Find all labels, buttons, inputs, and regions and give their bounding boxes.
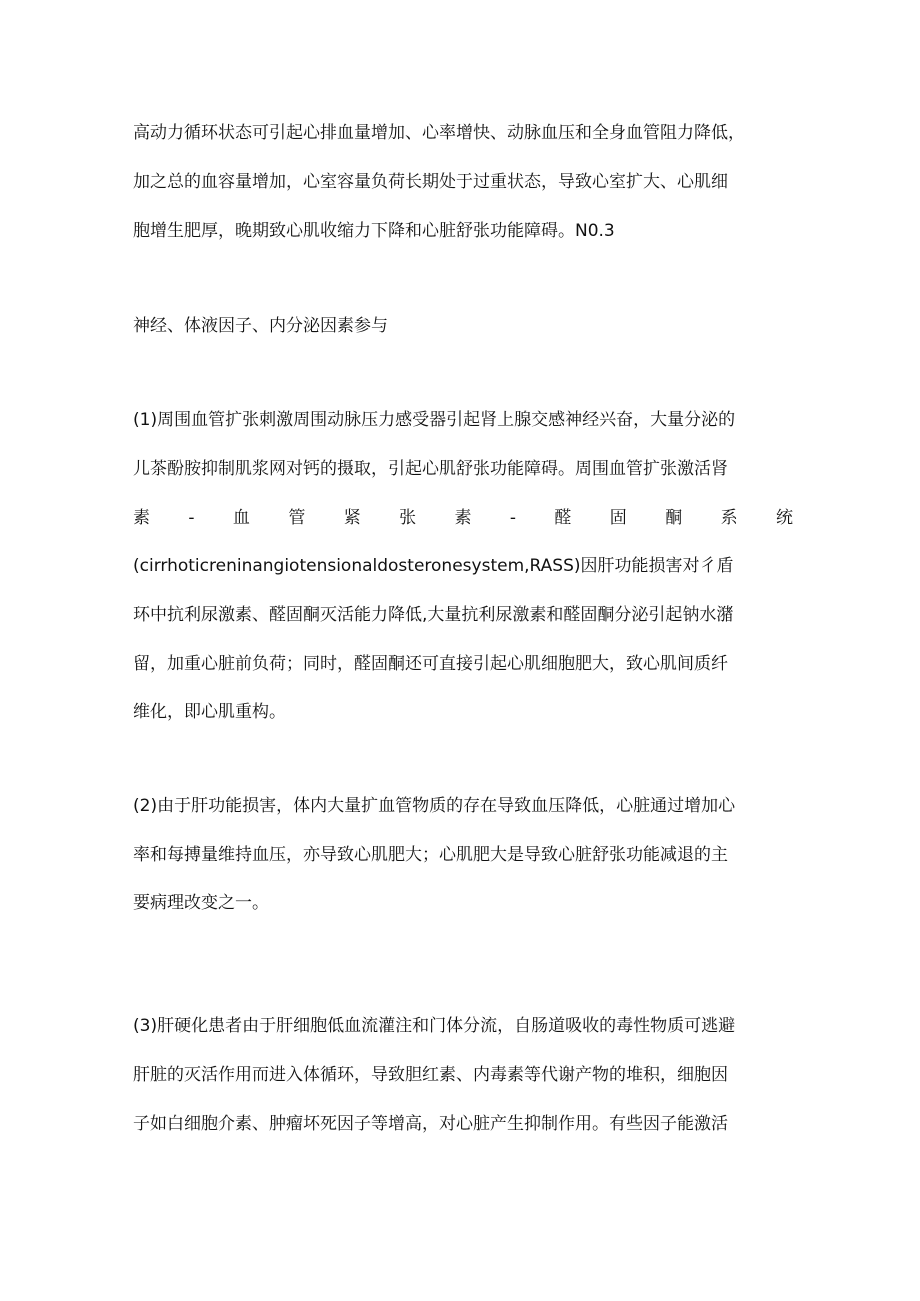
spread-char: 素 [454, 508, 472, 528]
paragraph-1-line-3: 胞增生肥厚，晚期致心肌收缩力下降和心脏舒张功能障碍。N0.3 [133, 221, 615, 241]
paragraph-4-line-3: 要病理改变之一。 [133, 893, 269, 913]
spread-char: 紧 [343, 508, 361, 528]
paragraph-3-line-1: (1)周围血管扩张刺激周围动脉压力感受器引起肾上腺交感神经兴奋，大量分泌的 [133, 410, 736, 430]
paragraph-1-line-2: 加之总的血容量增加，心室容量负荷长期处于过重状态，导致心室扩大、心肌细 [133, 172, 728, 192]
paragraph-3-line-4: 环中抗利尿激素、醛固酮灭活能力降低,大量抗利尿激素和醛固酮分泌引起钠水潴 [133, 605, 734, 625]
spread-char: 统 [775, 508, 793, 528]
spread-char: 系 [720, 508, 738, 528]
paragraph-4-line-1: (2)由于肝功能损害，体内大量扩血管物质的存在导致血压降低，心脏通过增加心 [133, 796, 736, 816]
spread-char: 张 [399, 508, 417, 528]
paragraph-5-line-2: 肝脏的灭活作用而进入体循环，导致胆红素、内毒素等代谢产物的堆积，细胞因 [133, 1065, 728, 1085]
paragraph-3-line-6: 维化，即心肌重构。 [133, 702, 286, 722]
paragraph-5-line-3: 子如白细胞介素、肿瘤坏死因子等增高，对心脏产生抑制作用。有些因子能激活 [133, 1114, 728, 1134]
spread-char: 管 [288, 508, 306, 528]
spread-char: 血 [232, 508, 250, 528]
paragraph-5-line-1: (3)肝硬化患者由于肝细胞低血流灌注和门体分流，自肠道吸收的毒性物质可逃避 [133, 1016, 736, 1036]
paragraph-3-spread-line [133, 506, 793, 530]
spread-char: 酮 [665, 508, 683, 528]
spread-char: 醛 [554, 508, 572, 528]
section-heading: 神经、体液因子、内分泌因素参与 [133, 316, 388, 336]
paragraph-3-line-5: 留，加重心脏前负荷；同时，醛固酮还可直接引起心肌细胞肥大，致心肌间质纤 [133, 654, 728, 674]
spread-char: - [188, 508, 195, 528]
paragraph-3-line-3: (cirrhoticreninangiotensionaldosteronesystem,RASS)因肝功能损害对彳盾 [133, 556, 734, 576]
spread-char: 固 [609, 508, 627, 528]
paragraph-4-line-2: 率和每搏量维持血压，亦导致心肌肥大；心肌肥大是导致心脏舒张功能减退的主 [133, 845, 728, 865]
spread-char: - [509, 508, 517, 528]
paragraph-3-line-2: 儿茶酚胺抑制肌浆网对钙的摄取，引起心肌舒张功能障碍。周围血管扩张激活肾 [133, 459, 728, 479]
spread-char: 素 [133, 508, 150, 528]
paragraph-1-line-1: 高动力循环状态可引起心排血量增加、心率增快、动脉血压和全身血管阻力降低， [133, 123, 745, 143]
